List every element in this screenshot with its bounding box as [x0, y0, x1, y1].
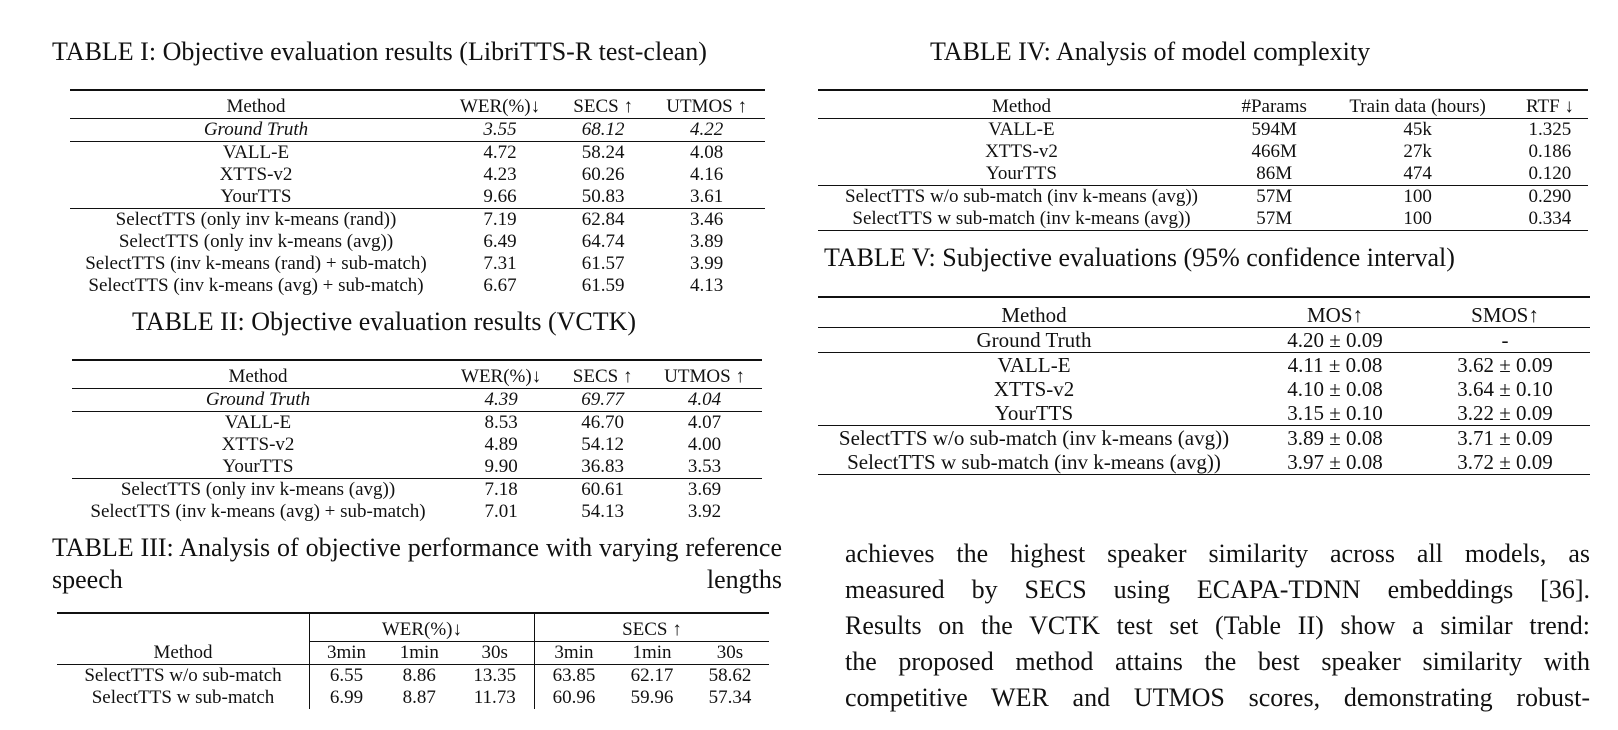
cell-utmos: 4.04 [647, 389, 762, 412]
cell-secs: 50.83 [581, 186, 625, 207]
cell-secs: 54.12 [581, 434, 624, 455]
cell-value: 6.55 [310, 665, 383, 688]
col-header-method: Method [1001, 303, 1067, 327]
cell-params: 466M [1251, 141, 1297, 162]
cell-secs: 61.57 [581, 253, 625, 274]
cell-wer: 7.18 [444, 479, 558, 502]
table-row [818, 186, 1588, 209]
cell-utmos: 3.53 [687, 456, 722, 477]
table2 [72, 359, 762, 523]
cell-method: Ground Truth [70, 119, 442, 142]
cell-params: 57M [1225, 208, 1323, 231]
cell-mos: 4.10 ± 0.08 [1287, 377, 1383, 401]
cell-value: 57.34 [708, 687, 752, 708]
cell-value: 6.99 [329, 687, 364, 708]
cell-mos: 4.20 ± 0.09 [1250, 328, 1420, 353]
cell-utmos: 3.69 [647, 479, 762, 502]
col-header-utmos: UTMOS ↑ [664, 366, 745, 387]
cell-secs: 46.70 [558, 412, 647, 435]
cell-secs: 60.61 [558, 479, 647, 502]
table-row-ground-truth [72, 389, 762, 412]
table3-group-header-row [57, 613, 769, 642]
cell-secs: 60.26 [581, 164, 625, 185]
group-header-secs: SECS ↑ [534, 613, 769, 642]
body-line: measured by SECS using ECAPA-TDNN embeddings [36]. [845, 575, 1590, 604]
cell-value: 60.96 [552, 687, 596, 708]
cell-method: Ground Truth [72, 389, 444, 412]
cell-wer: 4.72 [442, 142, 558, 165]
cell-method: YourTTS [220, 186, 292, 207]
table-row [70, 186, 765, 209]
table-row [57, 665, 769, 688]
table-row [72, 412, 762, 435]
cell-utmos: 4.08 [648, 142, 765, 165]
table-row [818, 426, 1590, 451]
cell-mos: 3.97 ± 0.08 [1250, 450, 1420, 475]
cell-params: 86M [1256, 163, 1293, 184]
cell-wer: 7.01 [484, 501, 518, 522]
cell-train-data: 100 [1323, 186, 1512, 209]
col-header-secs-1min: 1min [632, 642, 672, 663]
cell-utmos: 4.00 [687, 434, 722, 455]
cell-method: SelectTTS (inv k-means (rand) + sub-match) [85, 253, 427, 274]
cell-wer: 3.55 [442, 119, 558, 142]
col-header-params: #Params [1241, 96, 1307, 117]
cell-value: 13.35 [456, 665, 535, 688]
cell-wer: 7.19 [442, 209, 558, 232]
table1 [70, 89, 765, 297]
col-header-mos: MOS↑ [1306, 303, 1364, 327]
cell-value: 59.96 [630, 687, 674, 708]
table4 [818, 89, 1588, 231]
cell-secs: 61.59 [581, 275, 625, 296]
cell-secs: 64.74 [581, 231, 625, 252]
cell-utmos: 3.89 [689, 231, 724, 252]
cell-wer: 6.49 [483, 231, 517, 252]
cell-value: 8.86 [383, 665, 456, 688]
cell-utmos: 4.16 [689, 164, 724, 185]
table-row [72, 479, 762, 502]
table-row [70, 231, 765, 253]
cell-method: SelectTTS w sub-match (inv k-means (avg)) [818, 208, 1225, 231]
col-header-wer-1min: 1min [399, 642, 439, 663]
cell-utmos: 3.92 [687, 501, 722, 522]
cell-train-data: 27k [1403, 141, 1432, 162]
cell-method: YourTTS [986, 163, 1057, 184]
table3 [57, 612, 769, 709]
cell-secs: 68.12 [558, 119, 648, 142]
cell-secs: 62.84 [558, 209, 648, 232]
cell-method: XTTS-v2 [985, 141, 1058, 162]
cell-smos: 3.64 ± 0.10 [1457, 377, 1553, 401]
cell-wer: 4.39 [444, 389, 558, 412]
body-line: achieves the highest speaker similarity across all models, as [845, 539, 1590, 568]
table1-caption: TABLE I: Objective evaluation results (LibriTTS-R test-clean) [52, 37, 707, 66]
cell-rtf: 0.290 [1512, 186, 1588, 209]
table-row [818, 450, 1590, 475]
table-row [818, 163, 1588, 186]
cell-method: SelectTTS (inv k-means (avg) + sub-match) [88, 275, 424, 296]
cell-mos: 3.89 ± 0.08 [1250, 426, 1420, 451]
table-row [70, 209, 765, 232]
cell-secs: 36.83 [581, 456, 624, 477]
cell-smos: - [1420, 328, 1590, 353]
col-header-secs: SECS ↑ [573, 96, 633, 117]
cell-secs: 69.77 [558, 389, 647, 412]
col-header-method: Method [991, 96, 1052, 117]
cell-utmos: 4.07 [647, 412, 762, 435]
table-row [70, 253, 765, 275]
col-header-secs-3min: 3min [554, 642, 594, 663]
col-header-smos: SMOS↑ [1471, 303, 1539, 327]
empty-cell [57, 613, 310, 642]
cell-method: Ground Truth [818, 328, 1250, 353]
cell-mos: 3.15 ± 0.10 [1287, 401, 1383, 425]
table-row [72, 501, 762, 523]
group-header-wer: WER(%)↓ [310, 613, 535, 642]
cell-smos: 3.72 ± 0.09 [1420, 450, 1590, 475]
cell-smos: 3.22 ± 0.09 [1457, 401, 1553, 425]
col-header-train-data: Train data (hours) [1349, 96, 1486, 117]
cell-method: SelectTTS (only inv k-means (avg)) [72, 479, 444, 502]
cell-rtf: 0.334 [1512, 208, 1588, 231]
cell-params: 57M [1225, 186, 1323, 209]
cell-rtf: 1.325 [1512, 119, 1588, 142]
cell-method: VALL-E [818, 119, 1225, 142]
body-line: Results on the VCTK test set (Table II) show a similar trend: [845, 611, 1590, 640]
cell-method: SelectTTS w/o sub-match [57, 665, 310, 688]
cell-method: SelectTTS w/o sub-match (inv k-means (avg)) [818, 186, 1225, 209]
table4-caption: TABLE IV: Analysis of model complexity [930, 37, 1371, 66]
cell-secs: 58.24 [558, 142, 648, 165]
cell-params: 594M [1225, 119, 1323, 142]
cell-method: SelectTTS (only inv k-means (rand)) [70, 209, 442, 232]
cell-wer: 7.31 [483, 253, 517, 274]
table5-header-row [818, 297, 1590, 328]
cell-wer: 4.23 [483, 164, 517, 185]
table-row [72, 456, 762, 479]
body-paragraph [845, 536, 1590, 716]
table-row [818, 401, 1590, 426]
cell-value: 11.73 [456, 687, 535, 709]
col-header-secs: SECS ↑ [572, 366, 633, 387]
cell-method: YourTTS [994, 401, 1074, 425]
table2-caption: TABLE II: Objective evaluation results (VCTK) [132, 307, 637, 336]
cell-utmos: 3.46 [648, 209, 765, 232]
cell-train-data: 45k [1323, 119, 1512, 142]
cell-smos: 3.62 ± 0.09 [1420, 353, 1590, 378]
body-line: the proposed method attains the best speaker similarity with [845, 647, 1590, 676]
col-header-method: Method [228, 366, 288, 387]
cell-secs: 54.13 [581, 501, 624, 522]
cell-utmos: 4.22 [648, 119, 765, 142]
cell-wer: 4.89 [484, 434, 518, 455]
table1-header-row [70, 90, 765, 119]
cell-value: 62.17 [613, 665, 691, 688]
body-line: competitive WER and UTMOS scores, demonstrating robust- [845, 683, 1590, 712]
cell-method: VALL-E [72, 412, 444, 435]
table-row [818, 119, 1588, 142]
table-row-ground-truth [818, 328, 1590, 353]
cell-method: XTTS-v2 [993, 377, 1075, 401]
col-header-method: Method [57, 642, 310, 665]
cell-method: SelectTTS w sub-match (inv k-means (avg)) [818, 450, 1250, 475]
table-row [818, 208, 1588, 231]
cell-rtf: 0.120 [1528, 163, 1572, 184]
cell-utmos: 4.13 [689, 275, 724, 296]
cell-wer: 9.90 [484, 456, 518, 477]
cell-method: SelectTTS (inv k-means (avg) + sub-match) [90, 501, 426, 522]
col-header-method: Method [226, 96, 286, 117]
cell-train-data: 100 [1323, 208, 1512, 231]
cell-method: VALL-E [818, 353, 1250, 378]
col-header-wer: WER(%)↓ [461, 366, 542, 387]
table-row [818, 353, 1590, 378]
cell-method: XTTS-v2 [219, 164, 293, 185]
cell-method: VALL-E [70, 142, 442, 165]
cell-method: SelectTTS w/o sub-match (inv k-means (avg)) [818, 426, 1250, 451]
col-header-rtf: RTF ↓ [1525, 96, 1574, 117]
cell-utmos: 3.61 [689, 186, 724, 207]
cell-method: SelectTTS w sub-match [57, 687, 310, 709]
cell-method: SelectTTS (only inv k-means (avg)) [118, 231, 394, 252]
col-header-utmos: UTMOS ↑ [666, 96, 747, 117]
table-row [72, 434, 762, 456]
col-header-secs-30s: 30s [716, 642, 744, 663]
table-row [818, 377, 1590, 401]
cell-value: 8.87 [402, 687, 436, 708]
table-row [70, 142, 765, 165]
cell-value: 58.62 [691, 665, 769, 688]
table-row [70, 164, 765, 186]
cell-rtf: 0.186 [1528, 141, 1572, 162]
cell-method: XTTS-v2 [221, 434, 295, 455]
col-header-wer-30s: 30s [456, 642, 535, 665]
table-row [818, 141, 1588, 163]
table-row [70, 275, 765, 297]
cell-smos: 3.71 ± 0.09 [1420, 426, 1590, 451]
cell-wer: 9.66 [483, 186, 517, 207]
cell-wer: 8.53 [444, 412, 558, 435]
table2-header-row [72, 360, 762, 389]
cell-method: YourTTS [222, 456, 294, 477]
col-header-wer: WER(%)↓ [459, 96, 541, 117]
table3-sub-header-row [57, 642, 769, 665]
table3-caption: TABLE III: Analysis of objective performance with varying reference speech lengths [52, 533, 782, 594]
cell-train-data: 474 [1403, 163, 1432, 184]
table5-caption: TABLE V: Subjective evaluations (95% confidence interval) [824, 243, 1455, 272]
cell-value: 63.85 [534, 665, 613, 688]
cell-wer: 6.67 [483, 275, 517, 296]
table4-header-row [818, 90, 1588, 119]
col-header-wer-3min: 3min [326, 642, 366, 663]
table-row [57, 687, 769, 709]
cell-utmos: 3.99 [689, 253, 724, 274]
cell-mos: 4.11 ± 0.08 [1250, 353, 1420, 378]
table5 [818, 296, 1590, 475]
table-row-ground-truth [70, 119, 765, 142]
